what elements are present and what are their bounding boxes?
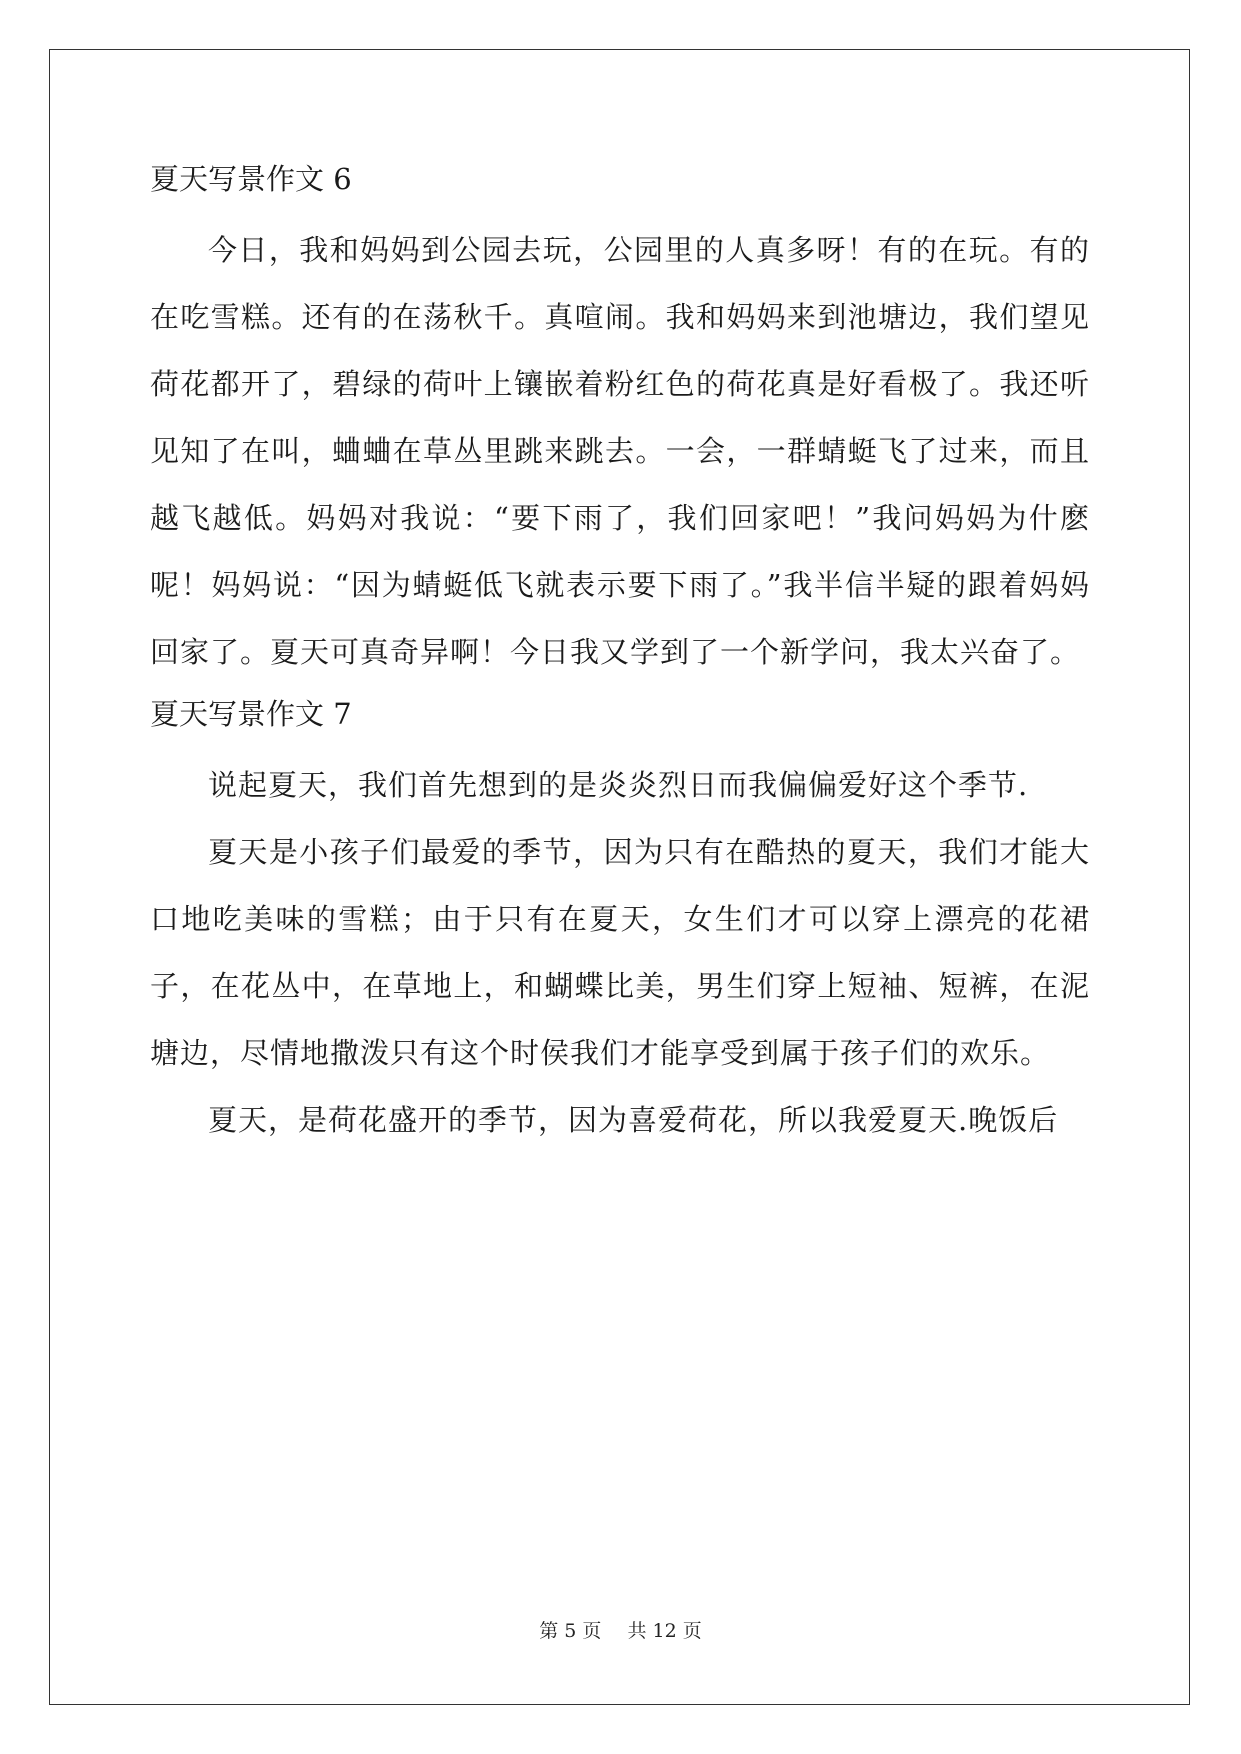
paragraph-6-1: 今日，我和妈妈到公园去玩，公园里的人真多呀！有的在玩。有的在吃雪糕。还有的在荡秋千。真喧闹。我和妈妈来到池塘边，我们望见荷花都开了，碧绿的荷叶上镶嵌着粉红色的荷花真是好看极了。我还听见知了在叫，蛐蛐在草丛里跳来跳去。一会，一群蜻蜓飞了过来，而且越飞越低。妈妈对我说：“要下雨了，我们回家吧！”我问妈妈为什麽呢！妈妈说：“因为蜻蜓低飞就表示要下雨了。”我半信半疑的跟着妈妈回家了。夏天可真奇异啊！今日我又学到了一个新学问，我太兴奋了。 bbox=[150, 233, 1090, 669]
paragraph-7-1: 说起夏天，我们首先想到的是炎炎烈日而我偏偏爱好这个季节. bbox=[208, 768, 1029, 802]
section-heading-7: 夏天写景作文 7 bbox=[150, 697, 352, 731]
section-heading-6: 夏天写景作文 6 bbox=[150, 162, 352, 196]
paragraph-7-3: 夏天，是荷花盛开的季节，因为喜爱荷花，所以我爱夏天.晚饭后 bbox=[208, 1103, 1059, 1137]
paragraph-7-2: 夏天是小孩子们最爱的季节，因为只有在酷热的夏天，我们才能大口地吃美味的雪糕；由于只有在夏天，女生们才可以穿上漂亮的花裙子，在花丛中，在草地上，和蝴蝶比美，男生们穿上短袖、短裤，在泥塘边，尽情地撒泼只有这个时侯我们才能享受到属于孩子们的欢乐。 bbox=[150, 835, 1090, 1070]
page-total: 共 12 页 bbox=[627, 1620, 702, 1642]
page-footer bbox=[0, 1616, 1241, 1643]
page-number: 第 5 页 bbox=[539, 1620, 602, 1642]
document-body bbox=[150, 160, 1090, 1154]
